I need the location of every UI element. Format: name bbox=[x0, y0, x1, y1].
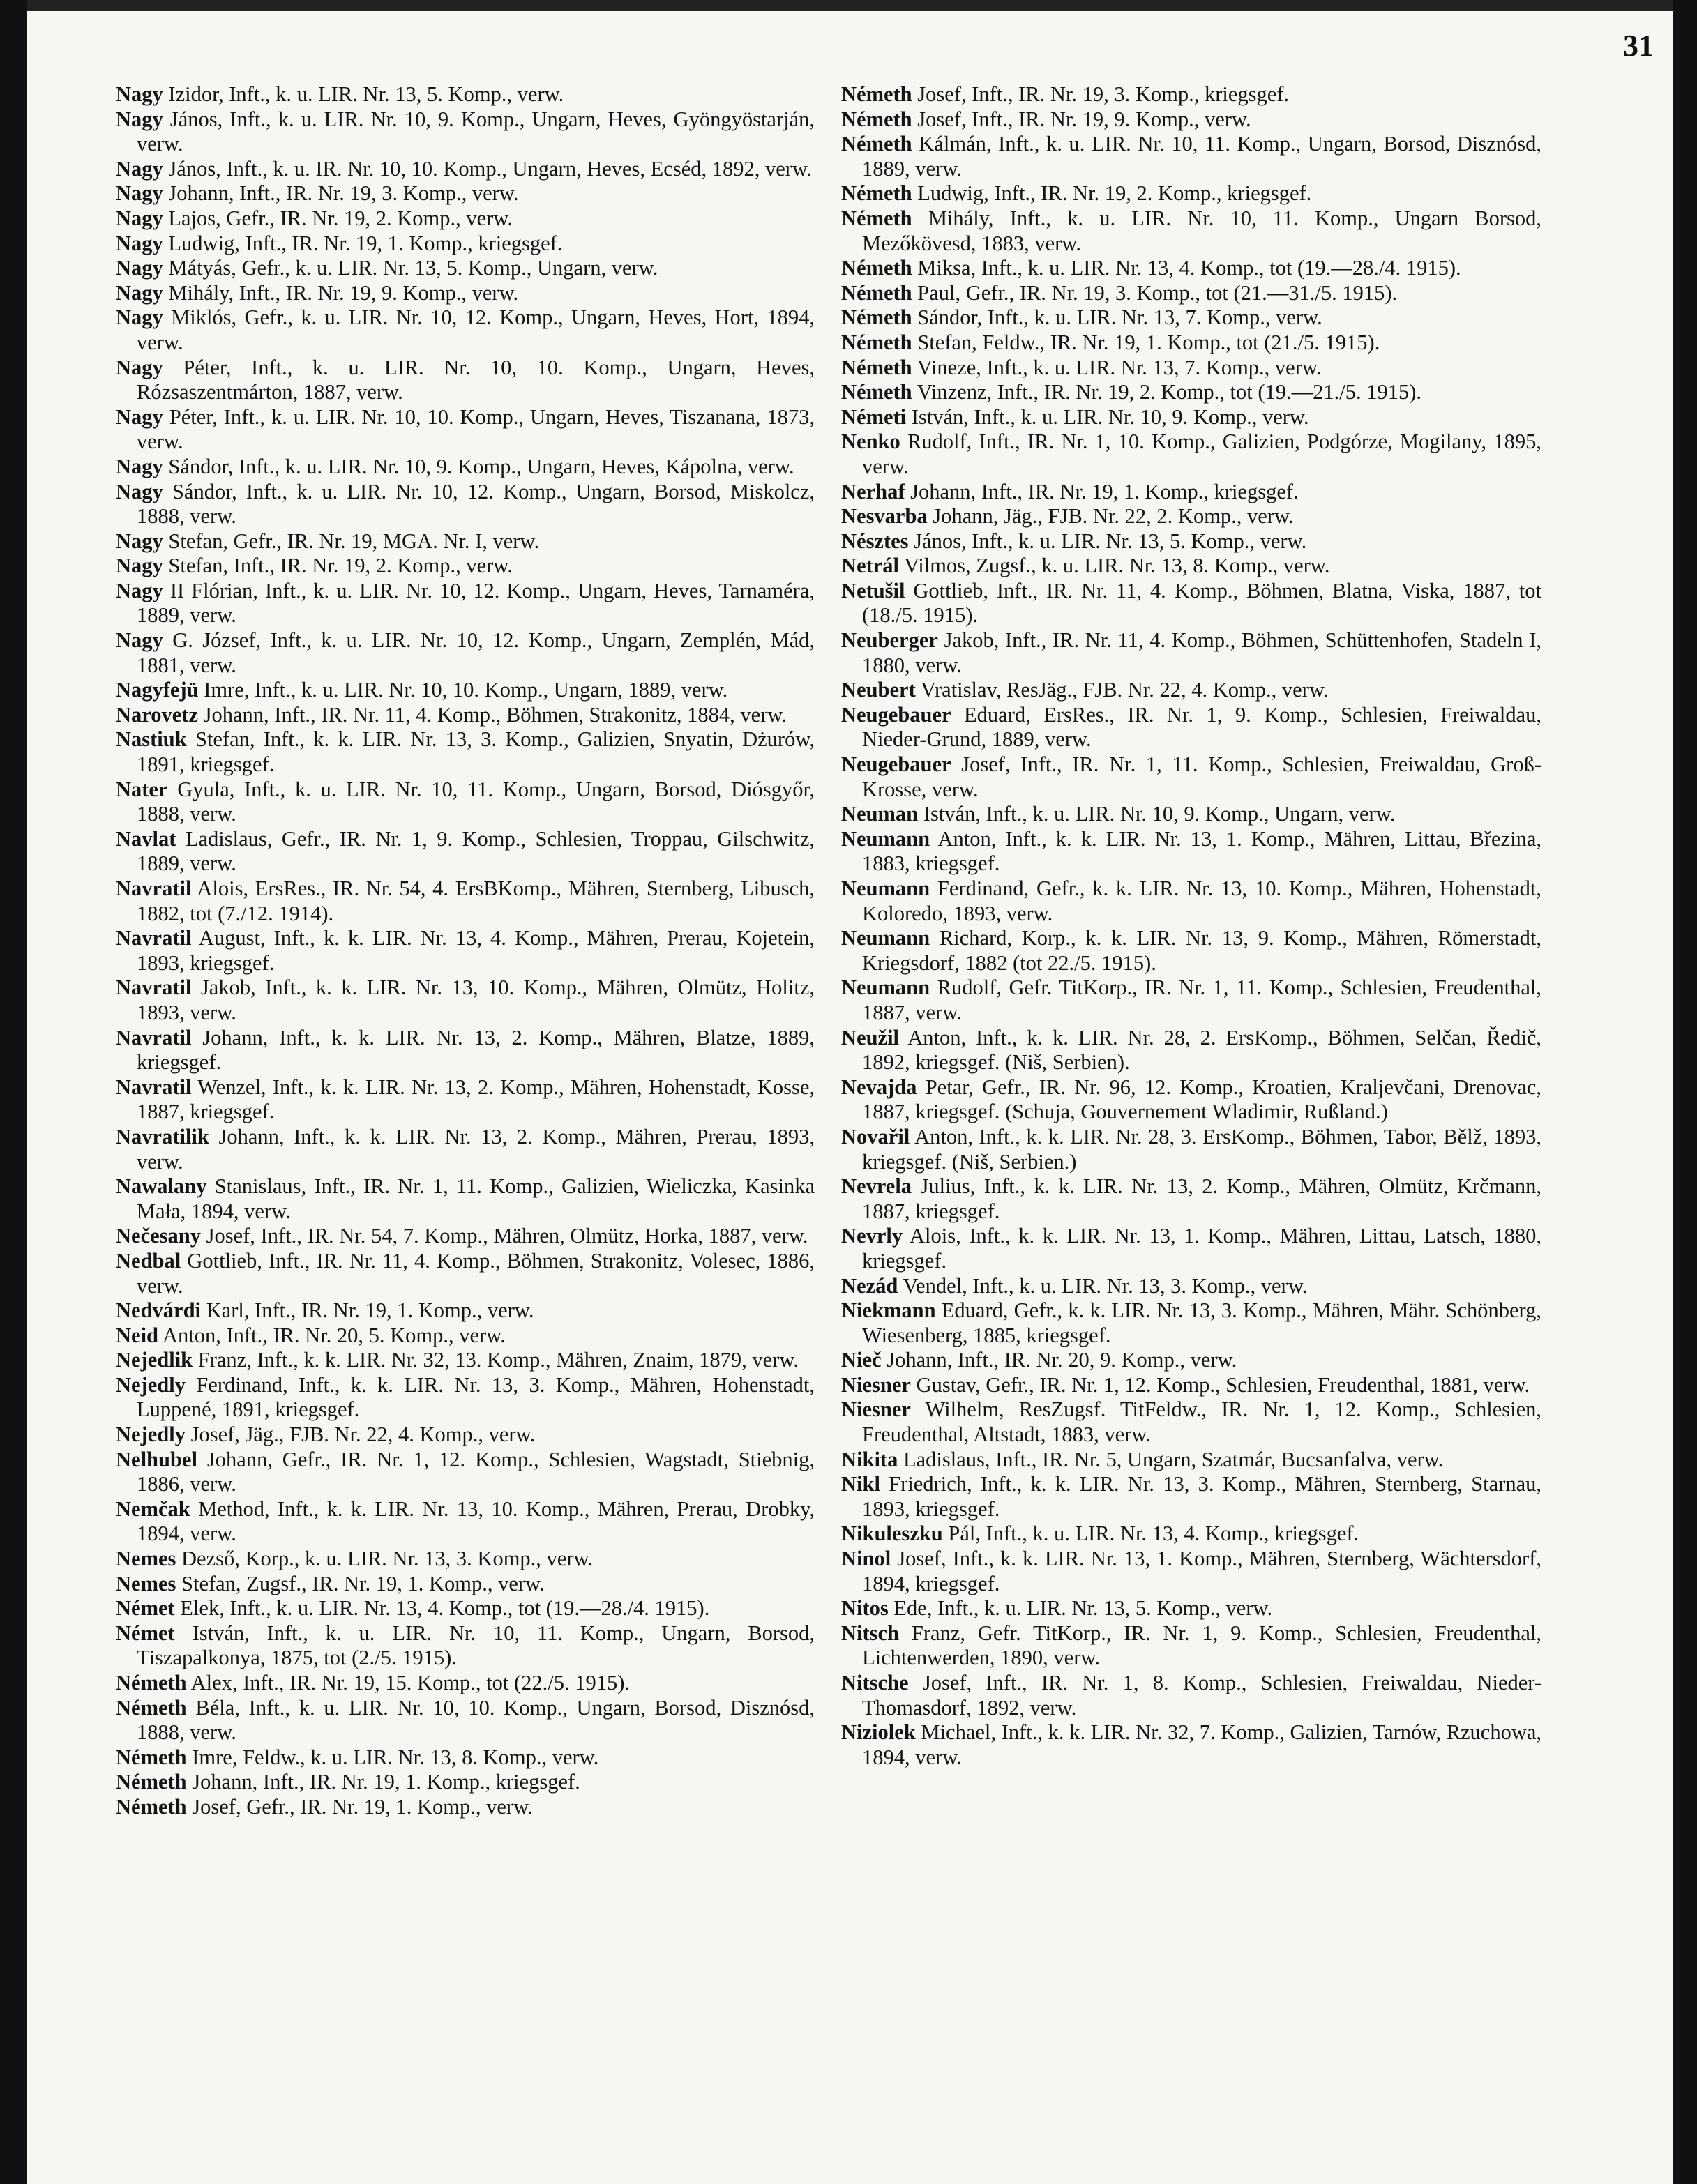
register-entry bbox=[116, 1572, 815, 1597]
entry-surname: Nejedlik bbox=[116, 1348, 193, 1372]
entry-details: Eduard, ErsRes., IR. Nr. 1, 9. Komp., Schlesien, Freiwaldau, Nieder-Grund, 1889, verw. bbox=[862, 702, 1541, 752]
register-entry bbox=[841, 356, 1541, 381]
entry-details: Gustav, Gefr., IR. Nr. 1, 12. Komp., Schlesien, Freudenthal, 1881, verw. bbox=[916, 1372, 1530, 1397]
entry-surname: Neumann bbox=[841, 976, 930, 1000]
register-entry bbox=[116, 206, 815, 232]
entry-surname: Nésztes bbox=[841, 529, 909, 553]
register-entry bbox=[116, 1324, 815, 1349]
entry-details: Rudolf, Gefr. TitKorp., IR. Nr. 1, 11. Komp., Schlesien, Freudenthal, 1887, verw. bbox=[862, 976, 1542, 1024]
entry-details: Stefan, Inft., IR. Nr. 19, 2. Komp., verw. bbox=[168, 554, 513, 578]
entry-details: Ede, Inft., k. u. LIR. Nr. 13, 5. Komp., verw. bbox=[893, 1596, 1273, 1621]
entry-surname: Nezád bbox=[841, 1273, 898, 1298]
entry-details: Gottlieb, Inft., IR. Nr. 11, 4. Komp., Böhmen, Strakonitz, Volesec, 1886, verw. bbox=[137, 1248, 815, 1298]
entry-surname: Németh bbox=[841, 380, 912, 404]
entry-surname: Nagy bbox=[116, 256, 163, 280]
entry-surname: Nagy bbox=[116, 578, 163, 602]
entry-surname: Nagy bbox=[116, 628, 163, 653]
entry-surname: Német bbox=[116, 1621, 175, 1645]
entry-surname: Németh bbox=[841, 82, 912, 106]
entry-details: Anton, Inft., k. k. LIR. Nr. 13, 1. Komp., Mähren, Littau, Březina, 1883, kriegsgef. bbox=[862, 826, 1541, 876]
register-entry bbox=[841, 1621, 1541, 1671]
entry-surname: Navratil bbox=[116, 926, 192, 950]
entry-surname: Niekmann bbox=[841, 1298, 936, 1323]
entry-details: Johann, Inft., IR. Nr. 19, 1. Komp., kriegsgef. bbox=[910, 479, 1299, 503]
entry-details: János, Inft., k. u. LIR. Nr. 13, 5. Komp., verw. bbox=[914, 529, 1307, 553]
entry-surname: Nevrly bbox=[841, 1224, 903, 1248]
register-entry bbox=[841, 1298, 1541, 1348]
entry-surname: Németh bbox=[116, 1671, 187, 1694]
entry-details: István, Inft., k. u. LIR. Nr. 10, 9. Komp., verw. bbox=[911, 404, 1309, 429]
entry-surname: Navratilik bbox=[116, 1124, 209, 1148]
register-entry bbox=[116, 1671, 815, 1696]
register-entry bbox=[841, 1720, 1541, 1770]
entry-surname: Neumann bbox=[841, 926, 930, 950]
register-entry bbox=[841, 181, 1541, 206]
entry-details: Wilhelm, ResZugsf. TitFeldw., IR. Nr. 1, 12. Komp., Schlesien, Freudenthal, Altstadt, 1883, verw. bbox=[862, 1397, 1541, 1447]
entry-details: Vineze, Inft., k. u. LIR. Nr. 13, 7. Komp., verw. bbox=[917, 355, 1322, 379]
entry-surname: Németh bbox=[116, 1695, 187, 1720]
entry-details: Ladislaus, Gefr., IR. Nr. 1, 9. Komp., Schlesien, Troppau, Gilschwitz, 1889, verw. bbox=[137, 826, 815, 876]
entry-details: Anton, Inft., k. k. LIR. Nr. 28, 2. ErsKomp., Böhmen, Selčan, Ředič, 1892, kriegsgef. (Niš, Serbien). bbox=[862, 1025, 1541, 1075]
entry-details: Johann, Jäg., FJB. Nr. 22, 2. Komp., verw. bbox=[933, 504, 1294, 529]
entry-surname: Nagy bbox=[116, 280, 163, 305]
entry-details: Kálmán, Inft., k. u. LIR. Nr. 10, 11. Komp., Ungarn, Borsod, Disznósd, 1889, verw. bbox=[862, 132, 1541, 181]
register-entry bbox=[841, 802, 1541, 827]
entry-surname: Nečesany bbox=[116, 1224, 201, 1248]
register-entry bbox=[116, 1745, 815, 1770]
entry-surname: Németh bbox=[841, 355, 912, 379]
register-entry bbox=[841, 430, 1541, 479]
entry-surname: Nemes bbox=[116, 1547, 176, 1571]
entry-details: Alex, Inft., IR. Nr. 19, 15. Komp., tot (22./5. 1915). bbox=[190, 1671, 631, 1694]
register-entry bbox=[116, 628, 815, 678]
entry-details: Anton, Inft., k. k. LIR. Nr. 28, 3. ErsKomp., Böhmen, Tabor, Bělž, 1893, kriegsgef. (Niš, Serbien.) bbox=[862, 1124, 1541, 1174]
register-entry bbox=[841, 1547, 1541, 1596]
entry-surname: Neumann bbox=[841, 877, 930, 900]
entry-surname: Németh bbox=[841, 256, 912, 280]
register-entry bbox=[116, 1770, 815, 1795]
entry-details: Josef, Inft., IR. Nr. 1, 8. Komp., Schlesien, Freiwaldau, Nieder-Thomasdorf, 1892, verw. bbox=[862, 1671, 1541, 1720]
entry-details: Johann, Inft., IR. Nr. 11, 4. Komp., Böhmen, Strakonitz, 1884, verw. bbox=[203, 702, 787, 727]
entry-details: Johann, Inft., IR. Nr. 20, 9. Komp., verw. bbox=[887, 1348, 1237, 1372]
register-entry bbox=[116, 1547, 815, 1572]
entry-details: Alois, Inft., k. k. LIR. Nr. 13, 1. Komp., Mähren, Littau, Latsch, 1880, kriegsgef. bbox=[862, 1224, 1541, 1273]
scan-edge-top bbox=[0, 0, 1697, 11]
entry-surname: Nagy bbox=[116, 156, 163, 181]
register-entry bbox=[116, 1224, 815, 1249]
entry-details: Sándor, Inft., k. u. LIR. Nr. 10, 12. Komp., Ungarn, Borsod, Miskolcz, 1888, verw. bbox=[137, 479, 815, 529]
register-entry bbox=[841, 703, 1541, 752]
entry-details: Jakob, Inft., k. k. LIR. Nr. 13, 10. Komp., Mähren, Olmütz, Holitz, 1893, verw. bbox=[137, 976, 815, 1024]
register-entry bbox=[116, 1348, 815, 1373]
register-entry bbox=[841, 926, 1541, 976]
register-entry bbox=[116, 181, 815, 206]
entry-details: Franz, Gefr. TitKorp., IR. Nr. 1, 9. Komp., Schlesien, Freudenthal, Lichtenwerden, 1890, verw. bbox=[862, 1621, 1541, 1670]
entry-surname: Navratil bbox=[116, 976, 192, 1000]
entry-details: Ludwig, Inft., IR. Nr. 19, 2. Komp., kriegsgef. bbox=[917, 181, 1312, 206]
entry-surname: Novařil bbox=[841, 1124, 910, 1148]
entry-surname: Nawalany bbox=[116, 1174, 207, 1199]
entry-details: István, Inft., k. u. LIR. Nr. 10, 9. Komp., Ungarn, verw. bbox=[923, 802, 1396, 826]
register-entry bbox=[116, 727, 815, 777]
entry-surname: Nesvarba bbox=[841, 504, 928, 529]
register-entry bbox=[841, 579, 1541, 628]
entry-details: Josef, Inft., k. k. LIR. Nr. 13, 1. Komp., Mähren, Sternberg, Wächtersdorf, 1894, kriegsgef. bbox=[862, 1547, 1541, 1595]
register-entry bbox=[841, 1348, 1541, 1373]
entry-surname: Nagy bbox=[116, 404, 163, 429]
register-entry bbox=[116, 703, 815, 728]
register-entry bbox=[116, 356, 815, 405]
register-entry bbox=[116, 1696, 815, 1745]
register-entry bbox=[116, 1174, 815, 1224]
register-entry bbox=[116, 256, 815, 281]
register-entry bbox=[841, 529, 1541, 554]
register-entry bbox=[116, 1423, 815, 1448]
register-entry bbox=[116, 529, 815, 554]
entry-surname: Neuberger bbox=[841, 628, 938, 653]
register-entry bbox=[841, 1397, 1541, 1447]
entry-details: Johann, Inft., IR. Nr. 19, 3. Komp., verw. bbox=[168, 181, 519, 206]
entry-details: Josef, Inft., IR. Nr. 1, 11. Komp., Schlesien, Freiwaldau, Groß-Krosse, verw. bbox=[862, 752, 1541, 801]
page-number: 31 bbox=[1623, 29, 1654, 63]
register-entry bbox=[841, 628, 1541, 678]
entry-surname: Németi bbox=[841, 404, 907, 429]
register-entry bbox=[116, 480, 815, 529]
entry-surname: Nagy bbox=[116, 454, 163, 478]
register-entry bbox=[841, 1448, 1541, 1473]
entry-surname: Niesner bbox=[841, 1397, 911, 1422]
entry-details: Johann, Inft., k. k. LIR. Nr. 13, 2. Komp., Mähren, Blatze, 1889, kriegsgef. bbox=[137, 1025, 815, 1075]
entry-surname: Neugebauer bbox=[841, 752, 951, 777]
entry-details: Eduard, Gefr., k. k. LIR. Nr. 13, 3. Komp., Mähren, Mähr. Schönberg, Wiesenberg, 1885, kriegsgef. bbox=[862, 1298, 1542, 1347]
register-entry bbox=[116, 82, 815, 107]
register-entry bbox=[841, 281, 1541, 306]
entry-details: Friedrich, Inft., k. k. LIR. Nr. 13, 3. Komp., Mähren, Sternberg, Starnau, 1893, kriegsgef. bbox=[862, 1472, 1541, 1521]
entry-surname: Neumann bbox=[841, 826, 930, 851]
register-entry bbox=[116, 1448, 815, 1497]
register-entry bbox=[116, 1249, 815, 1298]
entry-surname: Nevajda bbox=[841, 1075, 917, 1099]
entry-surname: Nejedly bbox=[116, 1372, 186, 1397]
register-entry bbox=[116, 1125, 815, 1174]
register-entry bbox=[116, 455, 815, 480]
entry-details: Josef, Inft., IR. Nr. 19, 3. Komp., kriegsgef. bbox=[917, 82, 1290, 106]
entry-surname: Németh bbox=[841, 132, 912, 156]
entry-surname: Németh bbox=[116, 1794, 187, 1819]
register-entry bbox=[841, 1274, 1541, 1299]
entry-details: Petar, Gefr., IR. Nr. 96, 12. Komp., Kroatien, Kraljevčani, Drenovac, 1887, kriegsgef. (Schuja, Gouvernement Wladimir, Rußland.) bbox=[862, 1075, 1541, 1124]
entry-surname: Németh bbox=[116, 1770, 187, 1794]
register-entry bbox=[841, 256, 1541, 281]
entry-details: Dezső, Korp., k. u. LIR. Nr. 13, 3. Komp., verw. bbox=[181, 1547, 594, 1571]
register-entry bbox=[116, 1621, 815, 1671]
right-column bbox=[841, 82, 1541, 1770]
entry-surname: Németh bbox=[841, 305, 912, 330]
entry-details: Anton, Inft., IR. Nr. 20, 5. Komp., verw. bbox=[162, 1323, 506, 1347]
entry-details: August, Inft., k. k. LIR. Nr. 13, 4. Komp., Mähren, Prerau, Kojetein, 1893, kriegsgef. bbox=[137, 926, 815, 975]
entry-details: Imre, Inft., k. u. LIR. Nr. 10, 10. Komp., Ungarn, 1889, verw. bbox=[204, 678, 728, 702]
entry-surname: Németh bbox=[841, 206, 912, 230]
entry-details: Izidor, Inft., k. u. LIR. Nr. 13, 5. Komp., verw. bbox=[168, 82, 564, 106]
entry-surname: Nenko bbox=[841, 430, 900, 454]
entry-details: Lajos, Gefr., IR. Nr. 19, 2. Komp., verw. bbox=[168, 206, 513, 230]
entry-surname: Nitsch bbox=[841, 1621, 900, 1645]
register-entry bbox=[116, 1596, 815, 1621]
entry-surname: Németh bbox=[841, 280, 912, 305]
register-entry bbox=[116, 579, 815, 628]
register-entry bbox=[841, 678, 1541, 703]
register-entry bbox=[841, 132, 1541, 181]
entry-surname: Neid bbox=[116, 1323, 158, 1347]
register-entry bbox=[116, 305, 815, 355]
register-entry bbox=[841, 752, 1541, 802]
entry-surname: Nagy bbox=[116, 305, 163, 330]
entry-details: Vinzenz, Inft., IR. Nr. 19, 2. Komp., tot (19.—21./5. 1915). bbox=[917, 380, 1422, 404]
entry-surname: Nagy bbox=[116, 355, 163, 379]
entry-surname: Navratil bbox=[116, 1025, 192, 1049]
entry-surname: Nemčak bbox=[116, 1496, 190, 1521]
entry-details: Paul, Gefr., IR. Nr. 19, 3. Komp., tot (21.—31./5. 1915). bbox=[917, 280, 1398, 305]
entry-surname: Nitsche bbox=[841, 1671, 909, 1694]
entry-details: Stefan, Zugsf., IR. Nr. 19, 1. Komp., verw. bbox=[181, 1571, 545, 1595]
entry-details: Josef, Gefr., IR. Nr. 19, 1. Komp., verw. bbox=[192, 1794, 533, 1819]
entry-details: Johann, Inft., k. k. LIR. Nr. 13, 2. Komp., Mähren, Prerau, 1893, verw. bbox=[137, 1124, 815, 1174]
entry-details: Gyula, Inft., k. u. LIR. Nr. 10, 11. Komp., Ungarn, Borsod, Diósgyőr, 1888, verw. bbox=[137, 777, 815, 826]
entry-surname: Németh bbox=[841, 181, 912, 206]
register-entry bbox=[841, 331, 1541, 356]
register-entry bbox=[841, 405, 1541, 430]
register-entry bbox=[841, 504, 1541, 529]
entry-surname: Ninol bbox=[841, 1547, 891, 1571]
register-entry bbox=[116, 232, 815, 257]
register-entry bbox=[116, 1373, 815, 1423]
entry-surname: Nieč bbox=[841, 1348, 882, 1372]
entry-details: Richard, Korp., k. k. LIR. Nr. 13, 9. Komp., Mähren, Römerstadt, Kriegsdorf, 1882 (tot 22./5. 1915). bbox=[862, 926, 1541, 975]
register-entry bbox=[841, 976, 1541, 1025]
entry-details: János, Inft., k. u. LIR. Nr. 10, 9. Komp., Ungarn, Heves, Gyöngyöstarján, verw. bbox=[137, 107, 815, 156]
entry-surname: Nikuleszku bbox=[841, 1522, 943, 1546]
entry-surname: Nater bbox=[116, 777, 168, 801]
entry-surname: Niziolek bbox=[841, 1720, 916, 1745]
register-entry bbox=[841, 107, 1541, 132]
register-entry bbox=[841, 380, 1541, 405]
register-entry bbox=[841, 554, 1541, 579]
entry-details: Pál, Inft., k. u. LIR. Nr. 13, 4. Komp., kriegsgef. bbox=[948, 1522, 1359, 1546]
entry-details: Sándor, Inft., k. u. LIR. Nr. 10, 9. Komp., Ungarn, Heves, Kápolna, verw. bbox=[168, 454, 794, 478]
register-entry bbox=[116, 778, 815, 827]
entry-surname: Nemes bbox=[116, 1571, 176, 1595]
entry-surname: Nagy bbox=[116, 554, 163, 578]
entry-surname: Nedbal bbox=[116, 1248, 181, 1273]
entry-surname: Nejedly bbox=[116, 1423, 186, 1447]
register-entry bbox=[841, 1125, 1541, 1174]
register-entry bbox=[116, 554, 815, 579]
entry-details: Karl, Inft., IR. Nr. 19, 1. Komp., verw. bbox=[206, 1298, 534, 1323]
entry-details: Method, Inft., k. k. LIR. Nr. 13, 10. Komp., Mähren, Prerau, Drobky, 1894, verw. bbox=[137, 1496, 815, 1546]
entry-surname: Navratil bbox=[116, 877, 192, 900]
register-entry bbox=[841, 1174, 1541, 1224]
entry-details: Johann, Inft., IR. Nr. 19, 1. Komp., kriegsgef. bbox=[192, 1770, 580, 1794]
register-entry bbox=[841, 1596, 1541, 1621]
register-entry bbox=[841, 305, 1541, 331]
entry-details: Stefan, Feldw., IR. Nr. 19, 1. Komp., tot (21./5. 1915). bbox=[917, 330, 1380, 354]
entry-surname: Német bbox=[116, 1596, 175, 1621]
entry-surname: Nagy bbox=[116, 82, 163, 106]
register-entry bbox=[116, 1026, 815, 1075]
entry-surname: Neubert bbox=[841, 678, 916, 702]
register-entry bbox=[841, 1472, 1541, 1522]
entry-surname: Nerhaf bbox=[841, 479, 905, 503]
entry-details: Miksa, Inft., k. u. LIR. Nr. 13, 4. Komp., tot (19.—28./4. 1915). bbox=[917, 256, 1461, 280]
register-entry bbox=[116, 1795, 815, 1820]
entry-details: Ladislaus, Inft., IR. Nr. 5, Ungarn, Szatmár, Bucsanfalva, verw. bbox=[903, 1447, 1444, 1471]
register-entry bbox=[116, 976, 815, 1025]
register-entry bbox=[116, 877, 815, 926]
register-entry bbox=[841, 82, 1541, 107]
entry-details: Josef, Inft., IR. Nr. 19, 9. Komp., verw. bbox=[917, 107, 1251, 131]
entry-surname: Nikita bbox=[841, 1447, 898, 1471]
entry-details: Stanislaus, Inft., IR. Nr. 1, 11. Komp., Galizien, Wieliczka, Kasinka Mała, 1894, verw. bbox=[137, 1174, 815, 1223]
register-entry bbox=[116, 1497, 815, 1547]
entry-surname: Nikl bbox=[841, 1472, 880, 1496]
entry-surname: Nagy bbox=[116, 181, 163, 206]
entry-surname: Nagy bbox=[116, 231, 163, 255]
register-entry bbox=[841, 1075, 1541, 1125]
register-entry bbox=[116, 1298, 815, 1324]
entry-surname: Németh bbox=[841, 330, 912, 354]
entry-surname: Neuman bbox=[841, 802, 919, 826]
entry-details: Péter, Inft., k. u. LIR. Nr. 10, 10. Komp., Ungarn, Heves, Rózsaszentmárton, 1887, verw. bbox=[137, 355, 815, 404]
entry-details: Béla, Inft., k. u. LIR. Nr. 10, 10. Komp., Ungarn, Borsod, Disznósd, 1888, verw. bbox=[137, 1695, 815, 1745]
entry-details: Julius, Inft., k. k. LIR. Nr. 13, 2. Komp., Mähren, Olmütz, Krčmann, 1887, kriegsgef. bbox=[862, 1174, 1542, 1223]
entry-surname: Netrál bbox=[841, 554, 899, 578]
entry-details: Mihály, Inft., k. u. LIR. Nr. 10, 11. Komp., Ungarn Borsod, Mezőkövesd, 1883, verw. bbox=[862, 206, 1542, 255]
entry-details: Ferdinand, Gefr., k. k. LIR. Nr. 13, 10. Komp., Mähren, Hohenstadt, Koloredo, 1893, verw. bbox=[862, 877, 1541, 925]
scan-edge-right bbox=[1673, 0, 1697, 2184]
entry-surname: Nagyfejü bbox=[116, 678, 199, 702]
entry-surname: Netušil bbox=[841, 578, 905, 602]
register-entry bbox=[841, 827, 1541, 877]
register-entry bbox=[841, 206, 1541, 256]
entry-surname: Navratil bbox=[116, 1075, 192, 1099]
entry-details: Ludwig, Inft., IR. Nr. 19, 1. Komp., kriegsgef. bbox=[168, 231, 563, 255]
entry-surname: Neugebauer bbox=[841, 702, 951, 727]
entry-surname: Neužil bbox=[841, 1025, 900, 1049]
scan-edge-left bbox=[0, 0, 27, 2184]
register-entry bbox=[116, 107, 815, 157]
entry-details: Josef, Jäg., FJB. Nr. 22, 4. Komp., verw. bbox=[190, 1423, 536, 1447]
entry-surname: Nedvárdi bbox=[116, 1298, 201, 1323]
entry-surname: Nitos bbox=[841, 1596, 889, 1621]
left-column bbox=[116, 82, 815, 1820]
entry-surname: Nagy bbox=[116, 107, 163, 131]
entry-details: Vendel, Inft., k. u. LIR. Nr. 13, 3. Komp., verw. bbox=[903, 1273, 1308, 1298]
entry-details: Johann, Gefr., IR. Nr. 1, 12. Komp., Schlesien, Wagstadt, Stiebnig, 1886, verw. bbox=[137, 1447, 815, 1496]
register-entry bbox=[841, 1671, 1541, 1720]
entry-details: Ferdinand, Inft., k. k. LIR. Nr. 13, 3. Komp., Mähren, Hohenstadt, Luppené, 1891, kriegsgef. bbox=[137, 1372, 815, 1422]
entry-details: G. József, Inft., k. u. LIR. Nr. 10, 12. Komp., Ungarn, Zemplén, Mád, 1881, verw. bbox=[137, 628, 815, 677]
entry-details: Vratislav, ResJäg., FJB. Nr. 22, 4. Komp., verw. bbox=[920, 678, 1329, 702]
register-entry bbox=[841, 1373, 1541, 1398]
entry-surname: Németh bbox=[116, 1745, 187, 1769]
entry-details: János, Inft., k. u. IR. Nr. 10, 10. Komp., Ungarn, Heves, Ecséd, 1892, verw. bbox=[168, 156, 812, 181]
entry-details: Stefan, Inft., k. k. LIR. Nr. 13, 3. Komp., Galizien, Snyatin, Dżurów, 1891, kriegsgef. bbox=[137, 727, 815, 777]
entry-details: II Flórian, Inft., k. u. LIR. Nr. 10, 12. Komp., Ungarn, Heves, Tarnaméra, 1889, verw. bbox=[137, 578, 815, 628]
entry-details: Jakob, Inft., IR. Nr. 11, 4. Komp., Böhmen, Schüttenhofen, Stadeln I, 1880, verw. bbox=[862, 628, 1541, 677]
entry-details: Mátyás, Gefr., k. u. LIR. Nr. 13, 5. Komp., Ungarn, verw. bbox=[168, 256, 658, 280]
entry-surname: Nagy bbox=[116, 529, 163, 553]
entry-details: Alois, ErsRes., IR. Nr. 54, 4. ErsBKomp., Mähren, Sternberg, Libusch, 1882, tot (7./12. 1914). bbox=[137, 877, 815, 925]
entry-details: Wenzel, Inft., k. k. LIR. Nr. 13, 2. Komp., Mähren, Hohenstadt, Kosse, 1887, kriegsgef. bbox=[137, 1075, 815, 1124]
entry-details: Rudolf, Inft., IR. Nr. 1, 10. Komp., Galizien, Podgórze, Mogilany, 1895, verw. bbox=[862, 430, 1541, 478]
entry-details: Gottlieb, Inft., IR. Nr. 11, 4. Komp., Böhmen, Blatna, Viska, 1887, tot (18./5. 1915). bbox=[862, 578, 1542, 628]
entry-details: Mihály, Inft., IR. Nr. 19, 9. Komp., verw. bbox=[168, 280, 519, 305]
register-entry bbox=[116, 405, 815, 455]
entry-surname: Navlat bbox=[116, 826, 176, 851]
entry-details: István, Inft., k. u. LIR. Nr. 10, 11. Komp., Ungarn, Borsod, Tiszapalkonya, 1875, tot (2./5. 1915). bbox=[137, 1621, 815, 1670]
entry-surname: Niesner bbox=[841, 1372, 911, 1397]
register-entry bbox=[116, 281, 815, 306]
register-entry bbox=[841, 1522, 1541, 1547]
register-entry bbox=[841, 877, 1541, 926]
entry-details: Vilmos, Zugsf., k. u. LIR. Nr. 13, 8. Komp., verw. bbox=[904, 554, 1330, 578]
entry-surname: Nevrela bbox=[841, 1174, 912, 1199]
register-entry bbox=[116, 926, 815, 976]
entry-details: Michael, Inft., k. k. LIR. Nr. 32, 7. Komp., Galizien, Tarnów, Rzuchowa, 1894, verw. bbox=[862, 1720, 1542, 1769]
register-entry bbox=[116, 1075, 815, 1125]
entry-surname: Németh bbox=[841, 107, 912, 131]
register-entry bbox=[841, 480, 1541, 505]
entry-details: Miklós, Gefr., k. u. LIR. Nr. 10, 12. Komp., Ungarn, Heves, Hort, 1894, verw. bbox=[137, 305, 815, 354]
entry-surname: Nastiuk bbox=[116, 727, 187, 752]
register-entry bbox=[841, 1224, 1541, 1273]
register-entry bbox=[116, 827, 815, 877]
entry-surname: Narovetz bbox=[116, 702, 198, 727]
entry-surname: Nagy bbox=[116, 206, 163, 230]
entry-details: Imre, Feldw., k. u. LIR. Nr. 13, 8. Komp., verw. bbox=[192, 1745, 599, 1769]
entry-details: Péter, Inft., k. u. LIR. Nr. 10, 10. Komp., Ungarn, Heves, Tiszanana, 1873, verw. bbox=[137, 404, 815, 454]
register-entry bbox=[841, 1026, 1541, 1075]
entry-surname: Nelhubel bbox=[116, 1447, 197, 1471]
entry-details: Josef, Inft., IR. Nr. 54, 7. Komp., Mähren, Olmütz, Horka, 1887, verw. bbox=[206, 1224, 808, 1248]
register-entry bbox=[116, 157, 815, 182]
entry-surname: Nagy bbox=[116, 479, 163, 503]
entry-details: Sándor, Inft., k. u. LIR. Nr. 13, 7. Komp., verw. bbox=[917, 305, 1322, 330]
entry-details: Stefan, Gefr., IR. Nr. 19, MGA. Nr. I, verw. bbox=[168, 529, 540, 553]
entry-details: Franz, Inft., k. k. LIR. Nr. 32, 13. Komp., Mähren, Znaim, 1879, verw. bbox=[197, 1348, 799, 1372]
entry-details: Elek, Inft., k. u. LIR. Nr. 13, 4. Komp., tot (19.—28./4. 1915). bbox=[180, 1596, 710, 1621]
register-entry bbox=[116, 678, 815, 703]
